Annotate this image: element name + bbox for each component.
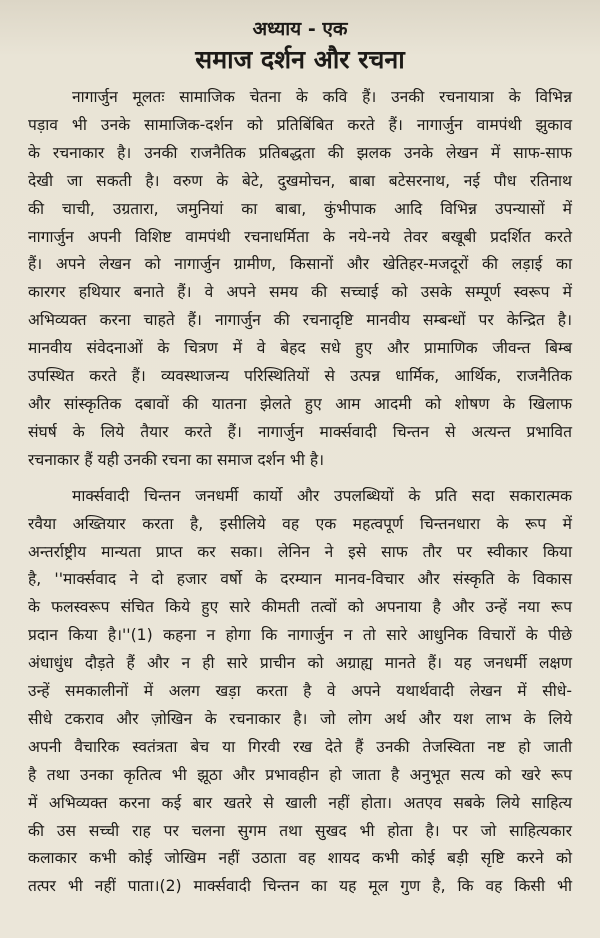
text-line: अन्तर्राष्ट्रीय मान्यता प्राप्त कर सका। लेनिन ने इसे साफ तौर पर स्वीकार किया [28,542,572,561]
text-line: कलाकार कभी कोई जोखिम नहीं उठाता वह शायद कभी कोई बड़ी सृष्टि करने को [28,849,572,868]
paragraph-gap [28,475,572,483]
text-line: पड़ाव भी उनके सामाजिक-दर्शन को प्रतिबिंबित करते हैं। नागार्जुन वामपंथी झुकाव [28,115,572,134]
text-line: में अभिव्यक्त करना कई बार खतरे से खाली नहीं होता। अतएव सबके लिये साहित्य [28,793,572,812]
text-line: की उस सच्ची राह पर चलना सुगम तथा सुखद भी होता है। पर जो साहित्यकार [28,821,572,840]
chapter-title: समाज दर्शन और रचना [195,45,405,74]
text-line: उपस्थित करते हैं। व्यवस्थाजन्य परिस्थितियों से उत्पन्न धार्मिक, आर्थिक, राजनैतिक [28,367,572,386]
text-line: अंधाधुंध दौड़ते हैं और न ही सारे प्राचीन को अग्राह्य मानते हैं। यह जनधर्मी लक्षण [28,654,572,673]
paragraph-2 [28,483,572,902]
text-line: रचनाकार हैं यही उनकी रचना का समाज दर्शन भी है। [28,450,325,469]
text-line: उन्हें समकालीनों में अलग खड़ा करता है वे अपने यथार्थवादी लेखन में सीधे- [28,682,572,701]
chapter-heading: अध्याय - एक [252,18,348,40]
text-line: के रचनाकार है। उनकी राजनैतिक प्रतिबद्धता की झलक उनके लेखन में साफ-साफ [28,143,572,162]
text-line: है, ''मार्क्सवाद ने दो हजार वर्षो के दरम्यान मानव-विचार और संस्कृति के विकास [28,570,572,589]
text-line: देखी जा सकती है। वरुण के बेटे, दुखमोचन, बाबा बटेसरनाथ, नई पौध रतिनाथ [28,171,572,190]
text-line: कारगर हथियार बनाते हैं। वे अपने समय की सच्चाई को उसके सम्पूर्ण स्वरूप में [28,283,572,302]
paragraph-1 [28,84,572,475]
text-line: तत्पर भी नहीं पाता।(2) मार्क्सवादी चिन्तन का यह मूल गुण है, कि वह किसी भी [28,877,572,896]
text-line: नागार्जुन अपनी विशिष्ट वामपंथी रचनाधर्मिता के नये-नये तेवर बखूबी प्रदर्शित करते [28,227,572,246]
text-line: हैं। अपने लेखन को नागार्जुन ग्रामीण, किसानों और खेतिहर-मजदूरों की लड़ाई का [28,255,572,274]
text-line: सीधे टकराव और ज़ोखिन के रचनाकार है। जो लोग अर्थ और यश लाभ के लिये [28,709,572,728]
text-line: है तथा उनका कृतित्व भी झूठा और प्रभावहीन हो जाता है अनुभूत सत्य को खरे रूप [28,765,572,784]
text-line: और सांस्कृतिक दबावों की यातना झेलते हुए आम आदमी को शोषण के खिलाफ [28,394,572,413]
text-line: अभिव्यक्त करना चाहते हैं। नागार्जुन की रचनादृष्टि मानवीय सम्बन्धों पर केन्द्रित है। [28,311,572,330]
text-line: नागार्जुन मूलतः सामाजिक चेतना के कवि हैं। उनकी रचनायात्रा के विभिन्न [72,88,572,106]
text-line: संघर्ष के लिये तैयार करते हैं। नागार्जुन मार्क्सवादी चिन्तन से अत्यन्त प्रभावित [28,422,572,441]
text-line: अपनी वैचारिक स्वतंत्रता बेच या गिरवी रख देते हैं उनकी तेजस्विता नष्ट हो जाती [28,737,572,756]
text-line: की चाची, उग्रतारा, जमुनियां का बाबा, कुंभीपाक आदि विभिन्न उपन्यासों में [28,199,572,218]
text-line: प्रदान किया है।''(1) कहना न होगा कि नागार्जुन न तो सारे आधुनिक विचारों के पीछे [28,626,572,645]
text-line: मानवीय संवेदनाओं के चित्रण में वे बेहद सधे हुए और प्रामाणिक जीवन्त बिम्ब [28,339,572,358]
text-line: के फलस्वरूप संचित किये हुए सारे कीमती तत्वों को अपनाया है और उन्हें नया रूप [28,598,572,617]
text-line: रवैया अख्तियार करता है, इसीलिये वह एक महत्वपूर्ण चिन्तनधारा के रूप में [28,514,572,533]
text-line: मार्क्सवादी चिन्तन जनधर्मी कार्यो और उपलब्धियों के प्रति सदा सकारात्मक [72,486,572,505]
